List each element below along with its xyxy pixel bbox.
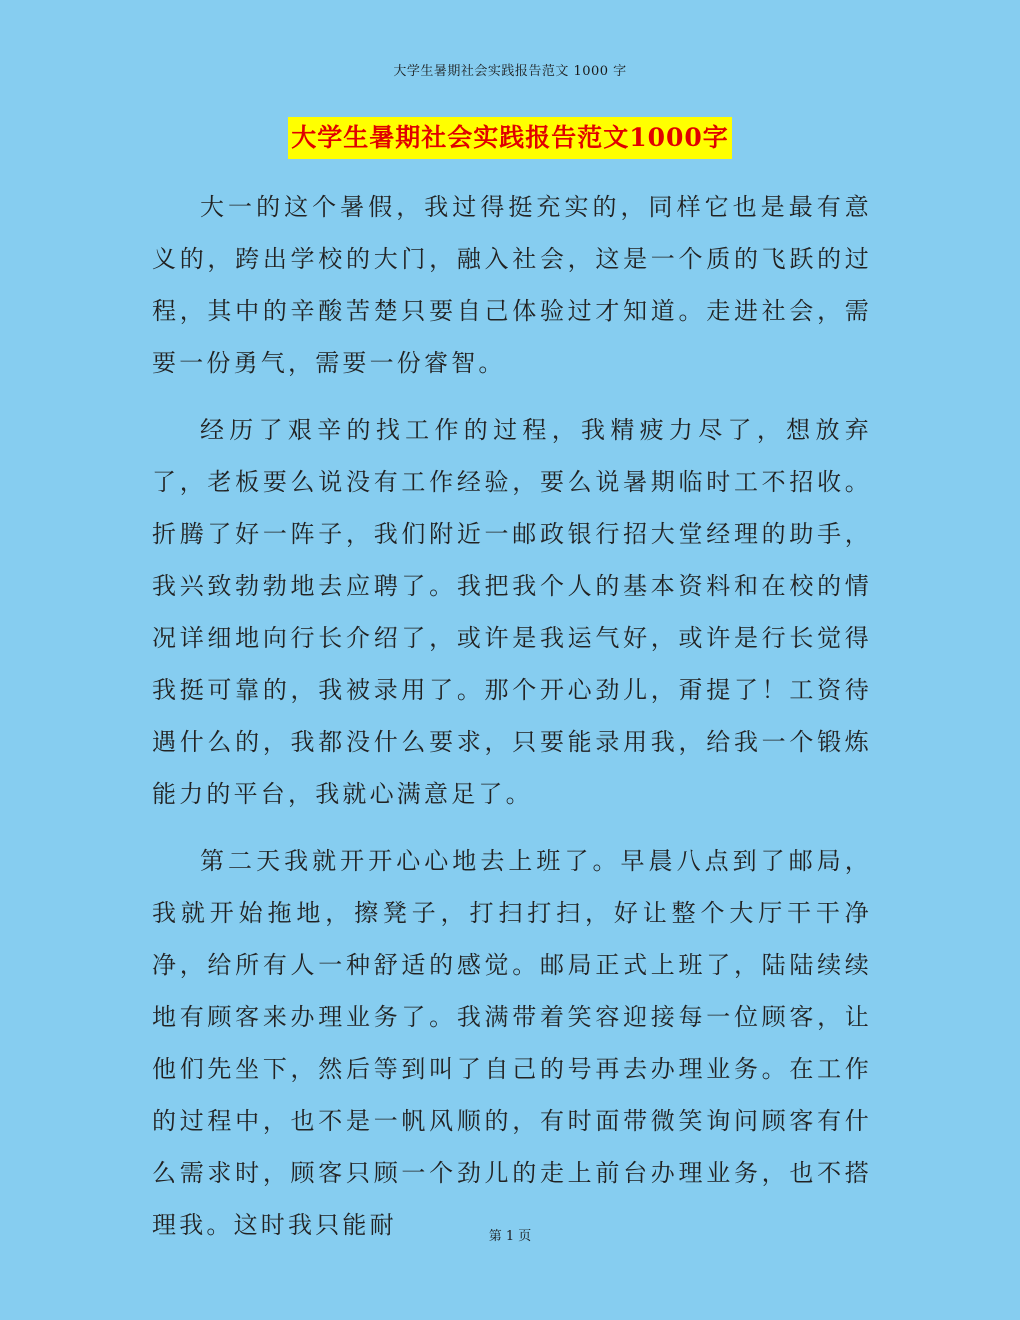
paragraph-2: 经历了艰辛的找工作的过程，我精疲力尽了，想放弃了，老板要么说没有工作经验，要么说暑期临时工不招收。折腾了好一阵子，我们附近一邮政银行招大堂经理的助手，我兴致勃勃地去应聘了。我把我个人的基本资料和在校的情况详细地向行长介绍了，或许是我运气好，或许是行长觉得我挺可靠的，我被录用了。那个开心劲儿，甭提了！工资待遇什么的，我都没什么要求，只要能录用我，给我一个锻炼能力的平台，我就心满意足了。 xyxy=(152,416,872,808)
title-container xyxy=(0,117,1020,159)
running-header: 大学生暑期社会实践报告范文 1000 字 xyxy=(393,64,627,79)
page-number: 第 1 页 xyxy=(488,1229,532,1244)
document-body xyxy=(152,181,872,1266)
document-title: 大学生暑期社会实践报告范文1000字 xyxy=(288,117,732,159)
paragraph-1: 大一的这个暑假，我过得挺充实的，同样它也是最有意义的，跨出学校的大门，融入社会，这是一个质的飞跃的过程，其中的辛酸苦楚只要自己体验过才知道。走进社会，需要一份勇气，需要一份睿智。 xyxy=(152,193,872,377)
paragraph-3: 第二天我就开开心心地去上班了。早晨八点到了邮局，我就开始拖地，擦凳子，打扫打扫，好让整个大厅干干净净，给所有人一种舒适的感觉。邮局正式上班了，陆陆续续地有顾客来办理业务了。我满带着笑容迎接每一位顾客，让他们先坐下，然后等到叫了自己的号再去办理业务。在工作的过程中，也不是一帆风顺的，有时面带微笑询问顾客有什么需求时，顾客只顾一个劲儿的走上前台办理业务，也不搭理我。这时我只能耐 xyxy=(152,847,872,1239)
